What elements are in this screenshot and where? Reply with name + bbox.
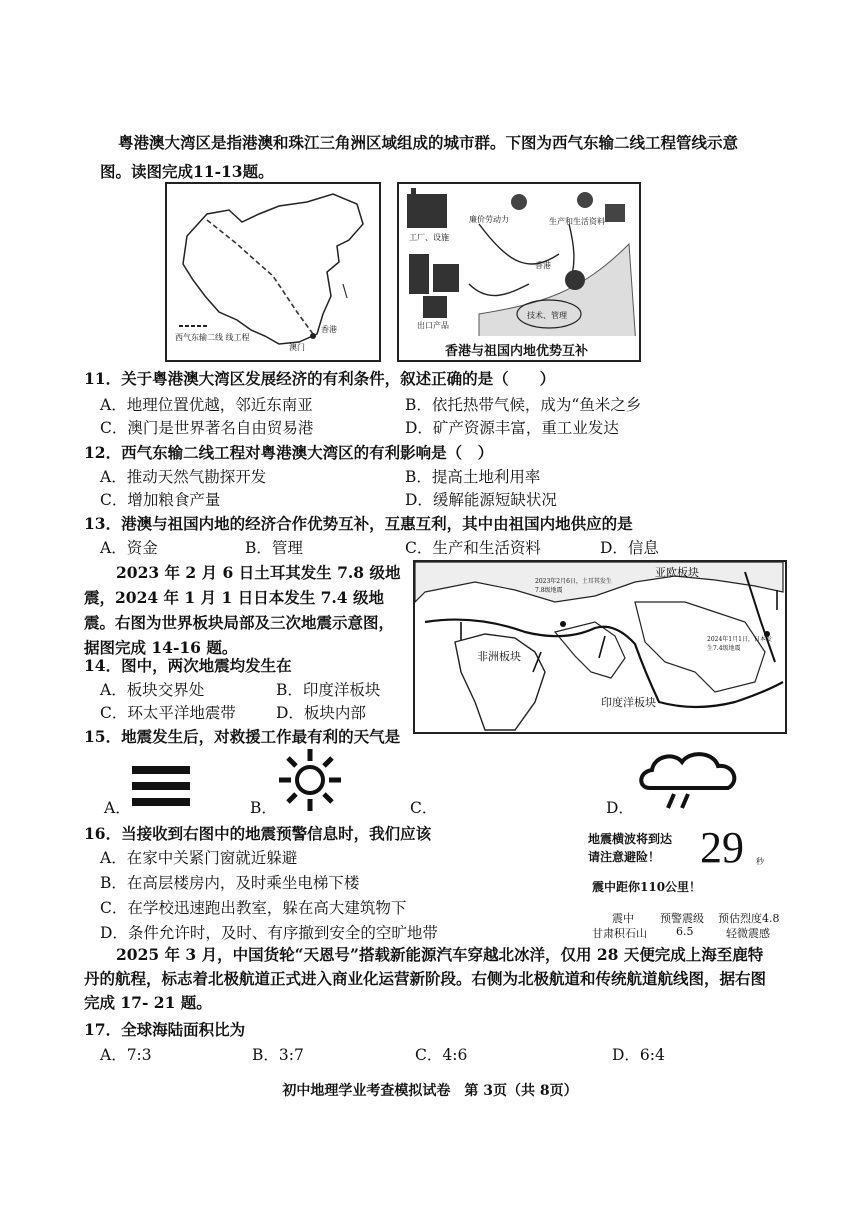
q16-stem: 16．当接收到右图中的地震预警信息时，我们应该 bbox=[84, 824, 432, 843]
warning-countdown: 29 bbox=[700, 823, 744, 872]
warning-magnitude-head: 预警震级 bbox=[660, 912, 704, 925]
map1-hongkong: 香港 bbox=[321, 325, 337, 334]
page-footer: 初中地理学业考查模拟试卷 第 3页（共 8页） bbox=[282, 1083, 578, 1099]
label-eurasian-plate: 亚欧板块 bbox=[655, 566, 699, 579]
q11-option-d[interactable]: D．矿产资源丰富，重工业发达 bbox=[405, 419, 619, 437]
map1-macau: 澳门 bbox=[289, 343, 305, 352]
q13-stem: 13．港澳与祖国内地的经济合作优势互补，互惠互利，其中由祖国内地供应的是 bbox=[84, 514, 633, 533]
q12-option-d[interactable]: D．缓解能源短缺状况 bbox=[405, 491, 557, 509]
q12-option-a[interactable]: A．推动天然气勘探开发 bbox=[100, 468, 267, 486]
intro-paragraph-3: 2025 年 3 月，中国货轮“天恩号”搭载新能源汽车穿越北冰洋，仅用 28 天便完成上海至鹿特丹的航程，标志着北极航道正式进入商业化运营新阶段。右侧为北极航道和传统航道航线图，据右图完成 17- 21 题。 bbox=[84, 945, 767, 1012]
q13-option-b[interactable]: B．管理 bbox=[245, 539, 303, 557]
hk-figure-svg bbox=[399, 184, 639, 360]
q11-option-a[interactable]: A．地理位置优越，邻近东南亚 bbox=[100, 396, 313, 414]
q16-option-c[interactable]: C．在学校迅速跑出教室，躲在高大建筑物下 bbox=[100, 899, 407, 917]
warning-countdown-unit: 秒 bbox=[756, 857, 764, 866]
hk-label-materials: 生产和生活资料 bbox=[549, 217, 605, 226]
q17-option-c[interactable]: C．4:6 bbox=[415, 1046, 468, 1064]
label-turkey-quake: 2023年2月6日，土耳其发生7.8级地震 bbox=[535, 578, 612, 594]
q14-stem: 14．图中，两次地震均发生在 bbox=[84, 656, 292, 675]
fog-haze-icon bbox=[130, 762, 194, 812]
hongkong-mainland-figure bbox=[397, 182, 641, 362]
q11-stem: 11．关于粤港澳大湾区发展经济的有利条件，叙述正确的是（ ） bbox=[84, 369, 556, 388]
map1-legend: 西气东输二线 线工程 bbox=[175, 333, 250, 342]
q16-option-b[interactable]: B．在高层楼房内，及时乘坐电梯下楼 bbox=[100, 874, 360, 892]
q17-option-b[interactable]: B．3:7 bbox=[252, 1046, 304, 1064]
world-plate-map bbox=[413, 560, 787, 734]
sunny-icon bbox=[275, 747, 345, 813]
china-pipeline-map bbox=[165, 182, 381, 362]
label-african-plate: 非洲板块 bbox=[477, 650, 521, 663]
q12-option-b[interactable]: B．提高土地利用率 bbox=[405, 468, 541, 486]
q14-option-c[interactable]: C．环太平洋地震带 bbox=[100, 704, 236, 722]
q17-option-d[interactable]: D．6:4 bbox=[612, 1046, 665, 1064]
warning-magnitude-value: 6.5 bbox=[676, 925, 694, 938]
label-japan-quake: 2024年1月1日，日本发生7.4级地震 bbox=[707, 636, 772, 652]
warning-epicenter-head: 震中 bbox=[612, 912, 634, 925]
q13-option-d[interactable]: D．信息 bbox=[600, 539, 659, 557]
warning-message-line1: 地震横波将到达 bbox=[588, 832, 673, 846]
warning-message-line2: 请注意避险！ bbox=[588, 850, 661, 864]
hk-label-export: 出口产品 bbox=[417, 321, 449, 330]
intro-paragraph-1: 粤港澳大湾区是指港澳和珠江三角洲区域组成的城市群。下图为西气东输二线工程管线示意图。读图完成11-13题。 bbox=[100, 133, 739, 181]
q15-option-d[interactable]: D． bbox=[606, 799, 634, 817]
hk-figure-caption: 香港与祖国内地优势互补 bbox=[445, 344, 589, 359]
label-indian-ocean-plate: 印度洋板块 bbox=[601, 696, 656, 709]
warning-distance: 震中距你110公里！ bbox=[592, 880, 702, 894]
q14-option-a[interactable]: A．板块交界处 bbox=[100, 681, 205, 699]
warning-intensity-head: 预估烈度4.8 bbox=[718, 912, 780, 925]
hk-label-hk: 香港 bbox=[535, 261, 551, 270]
q16-option-d[interactable]: D．条件允许时，及时、有序撤到安全的空旷地带 bbox=[100, 924, 438, 942]
q15-option-c[interactable]: C． bbox=[410, 799, 438, 817]
q11-option-b[interactable]: B．依托热带气候，成为“鱼米之乡 bbox=[405, 396, 642, 414]
q14-option-d[interactable]: D．板块内部 bbox=[276, 704, 366, 722]
q12-stem: 12．西气东输二线工程对粤港澳大湾区的有利影响是（ ） bbox=[84, 443, 494, 462]
q13-option-a[interactable]: A．资金 bbox=[100, 539, 158, 557]
q12-option-c[interactable]: C．增加粮食产量 bbox=[100, 491, 221, 509]
q14-option-b[interactable]: B．印度洋板块 bbox=[276, 681, 381, 699]
q15-option-b[interactable]: B． bbox=[250, 799, 277, 817]
hk-label-factory: 工厂、设施 bbox=[409, 233, 449, 242]
q11-option-c[interactable]: C．澳门是世界著名自由贸易港 bbox=[100, 419, 314, 437]
q15-option-a[interactable]: A． bbox=[104, 799, 131, 817]
rain-cloud-icon bbox=[634, 746, 754, 812]
warning-intensity-value: 轻微震感 bbox=[726, 927, 770, 940]
hk-label-tech: 技术、管理 bbox=[527, 311, 567, 320]
q15-stem: 15．地震发生后，对救援工作最有利的天气是 bbox=[84, 727, 401, 746]
q17-option-a[interactable]: A．7:3 bbox=[100, 1046, 152, 1064]
hk-label-labor: 廉价劳动力 bbox=[469, 215, 509, 224]
q13-option-c[interactable]: C．生产和生活资料 bbox=[405, 539, 541, 557]
q16-option-a[interactable]: A．在家中关紧门窗就近躲避 bbox=[100, 849, 298, 867]
warning-epicenter-value: 甘肃积石山 bbox=[592, 927, 647, 940]
q17-stem: 17．全球海陆面积比为 bbox=[84, 1020, 246, 1039]
intro-paragraph-2: 2023 年 2 月 6 日土耳其发生 7.8 级地震，2024 年 1 月 1 日日本发生 7.4 级地震。右图为世界板块局部及三次地震示意图，据图完成 14-16 题。 bbox=[84, 563, 401, 657]
